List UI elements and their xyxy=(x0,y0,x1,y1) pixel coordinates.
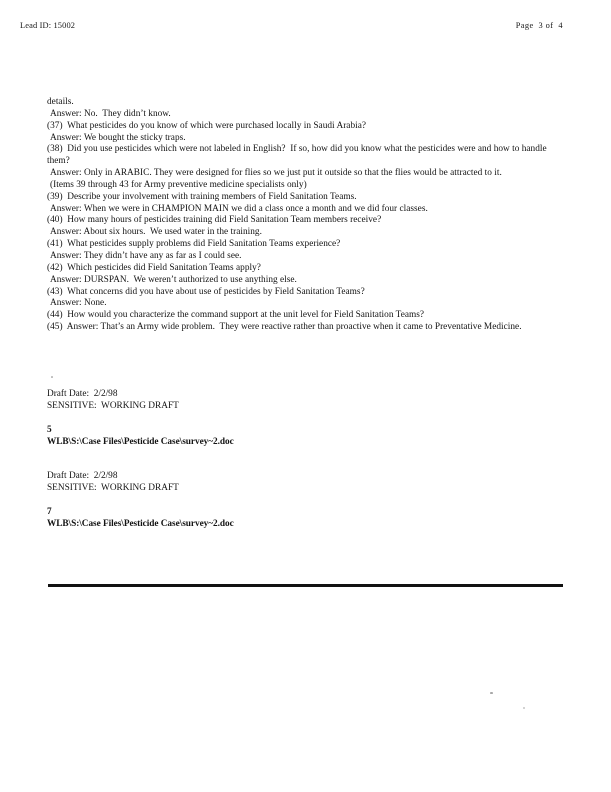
document-header xyxy=(20,21,563,30)
body-line: Answer: They didn’t have any as far as I could see. xyxy=(50,250,242,261)
body-line: (40) How many hours of pesticides training did Field Sanitation Team members receive? xyxy=(47,215,382,226)
body-line: (38) Did you use pesticides which were not labeled in English? If so, how did you know what the pesticides were and how to handle them? xyxy=(47,144,549,167)
body-line: Answer: DURSPAN. We weren’t authorized to use anything else. xyxy=(50,274,297,285)
draft-footer-block-1 xyxy=(47,388,477,449)
draft-footer-block-2 xyxy=(47,470,477,531)
body-line: Answer: We bought the sticky traps. xyxy=(50,132,186,143)
body-line: (37) What pesticides do you know of which were purchased locally in Saudi Arabia? xyxy=(47,120,367,131)
body-line: Answer: Only in ARABIC. They were designed for flies so we just put it outside so that the flies would be attracted to it. xyxy=(50,168,502,179)
body-line: (44) How would you characterize the command support at the unit level for Field Sanitation Teams? xyxy=(47,310,425,321)
body-line: (41) What pesticides supply problems did Field Sanitation Teams experience? xyxy=(47,239,341,250)
sensitivity-label: SENSITIVE: WORKING DRAFT xyxy=(47,483,179,494)
file-path-label: WLB\S:\Case Files\Pesticide Case\survey~2.doc xyxy=(47,519,234,530)
scan-artifact-speck xyxy=(51,376,53,378)
body-line: (43) What concerns did you have about use of pesticides by Field Sanitation Teams? xyxy=(47,286,365,297)
body-line: (45) Answer: That’s an Army wide problem. They were reactive rather than proactive when it came to Preventative Medicine. xyxy=(47,322,522,333)
body-line: Answer: About six hours. We used water in the training. xyxy=(50,227,262,238)
horizontal-rule xyxy=(48,584,563,587)
body-line: (42) Which pesticides did Field Sanitation Teams apply? xyxy=(47,262,261,273)
page-marker-label: 5 xyxy=(47,424,52,435)
body-line: (Items 39 through 43 for Army preventive medicine specialists only) xyxy=(50,179,307,190)
body-line: details. xyxy=(47,97,74,107)
page-marker-label: 7 xyxy=(47,506,52,517)
body-line: Answer: When we were in CHAMPION MAIN we did a class once a month and we did four classes. xyxy=(50,203,428,214)
file-path-label: WLB\S:\Case Files\Pesticide Case\survey~2.doc xyxy=(47,437,234,448)
body-line: Answer: No. They didn’t know. xyxy=(50,108,171,119)
body-line: Answer: None. xyxy=(50,298,107,309)
sensitivity-label: SENSITIVE: WORKING DRAFT xyxy=(47,401,179,412)
draft-date-label: Draft Date: 2/2/98 xyxy=(47,389,118,399)
lead-id-label: Lead ID: 15002 xyxy=(20,21,76,30)
document-body xyxy=(47,97,563,334)
scan-artifact-speck xyxy=(523,707,525,709)
body-line: (39) Describe your involvement with training members of Field Sanitation Teams. xyxy=(47,191,357,202)
scan-artifact-speck xyxy=(490,692,493,694)
page-number-label: Page 3 of 4 xyxy=(515,21,563,30)
draft-date-label: Draft Date: 2/2/98 xyxy=(47,471,118,481)
